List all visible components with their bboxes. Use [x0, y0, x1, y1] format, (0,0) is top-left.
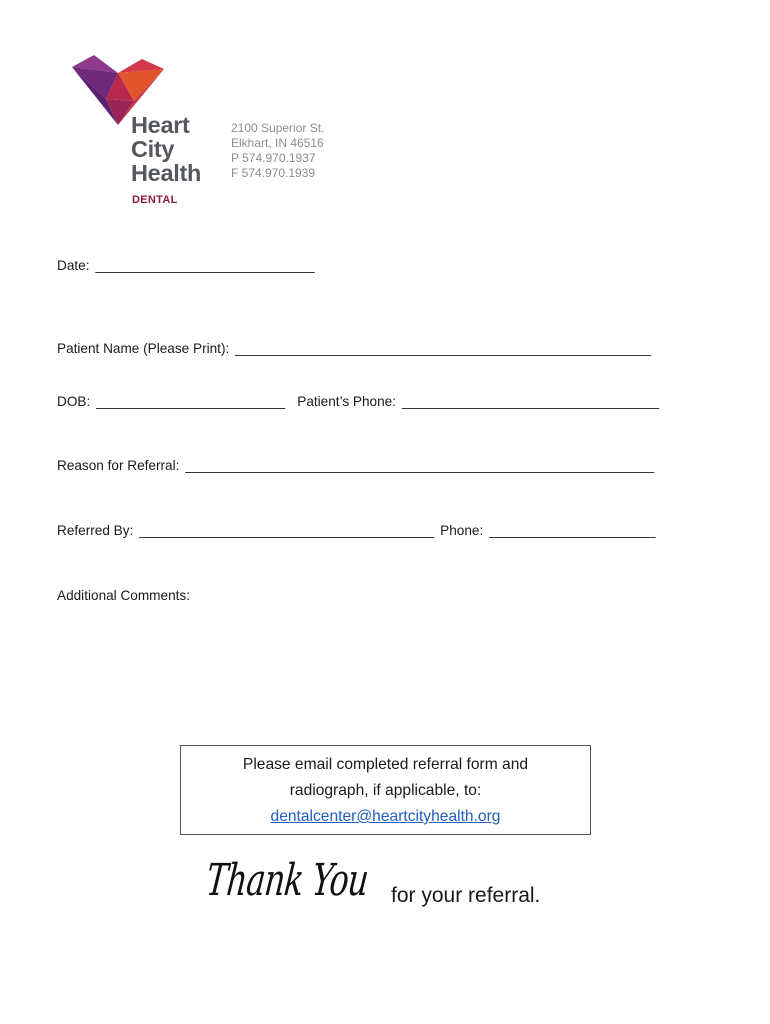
patient-phone-blank[interactable]: __________________________________: [402, 394, 660, 409]
thank-you-rest: for your referral.: [391, 884, 541, 907]
email-notice-box: [180, 745, 591, 835]
notice-line: radiograph, if applicable, to:: [289, 782, 482, 799]
reason-label: Reason for Referral:: [57, 458, 180, 473]
patient-name-label: Patient Name (Please Print):: [57, 341, 230, 356]
dob-label: DOB:: [57, 394, 91, 409]
referred-by-label: Referred By:: [57, 523, 134, 538]
closing-thanks: [204, 855, 541, 907]
brand-line: Health: [131, 160, 202, 186]
dob-phone-field: [57, 394, 659, 409]
comments-field: [57, 588, 190, 603]
date-label: Date:: [57, 258, 90, 273]
dob-blank[interactable]: _________________________: [96, 394, 286, 409]
patient-phone-label: Patient’s Phone:: [297, 394, 397, 409]
address-line: Elkhart, IN 46516: [231, 136, 324, 150]
notice-line: Please email completed referral form and: [242, 756, 529, 773]
patient-name-field: [57, 341, 651, 356]
referred-by-blank[interactable]: _______________________________________: [139, 523, 435, 538]
referrer-phone-label: Phone:: [440, 523, 484, 538]
date-field: [57, 258, 315, 273]
address-line: F 574.970.1939: [231, 166, 316, 180]
brand-line: City: [131, 136, 175, 162]
address-line: P 574.970.1937: [231, 151, 316, 165]
date-blank[interactable]: _____________________________: [95, 258, 315, 273]
address-block: [231, 121, 324, 181]
patient-name-blank[interactable]: _______________________________________________________: [235, 341, 652, 356]
address-line: 2100 Superior St.: [231, 121, 325, 135]
thank-you-script: Thank You: [204, 855, 371, 906]
referrer-phone-blank[interactable]: ______________________: [489, 523, 656, 538]
email-link[interactable]: dentalcenter@heartcityhealth.org: [270, 808, 501, 825]
referred-by-field: [57, 523, 656, 538]
brand-line: Heart: [131, 112, 190, 138]
brand-name: [131, 113, 201, 185]
brand-subtitle: DENTAL: [132, 194, 178, 206]
reason-blank[interactable]: ______________________________________________________________: [185, 458, 655, 473]
reason-field: [57, 458, 654, 473]
comments-label: Additional Comments:: [57, 588, 190, 603]
